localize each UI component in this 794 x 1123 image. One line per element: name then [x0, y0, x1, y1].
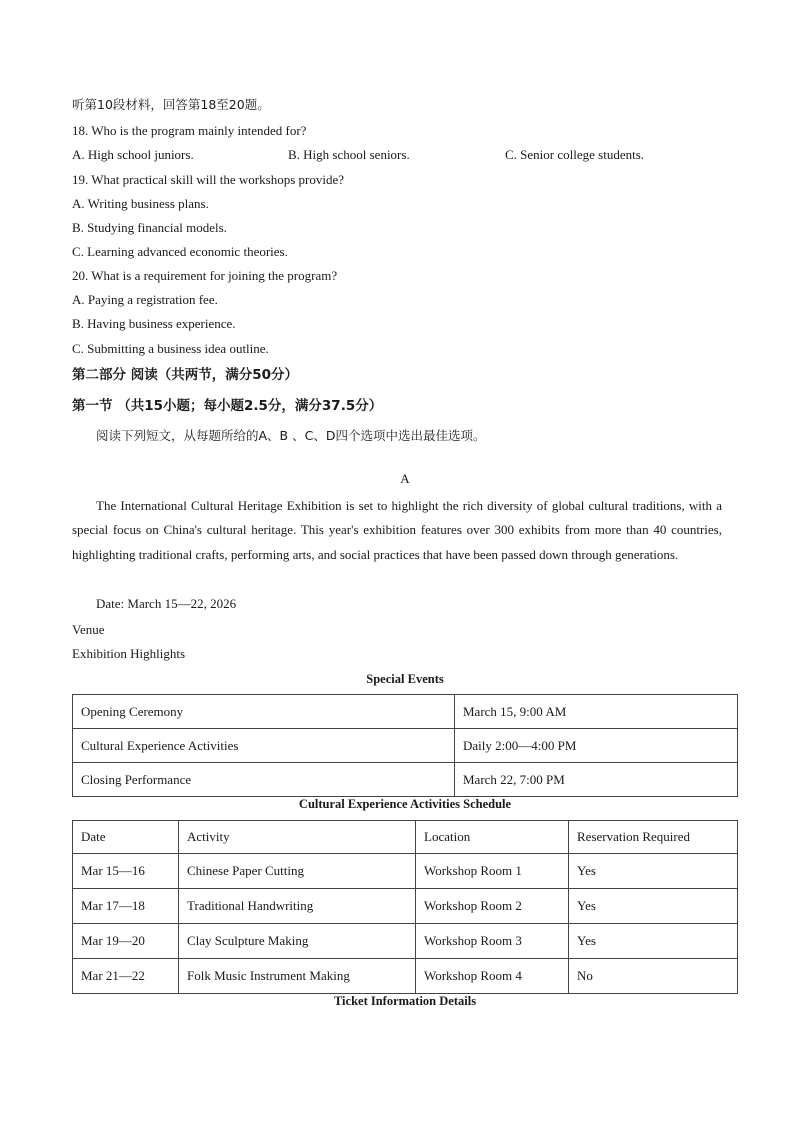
event-time-cell: Daily 2:00—4:00 PM	[455, 729, 738, 763]
location-cell: Workshop Room 4	[416, 959, 569, 994]
question-19-stem: 19. What practical skill will the workshops provide?	[72, 172, 344, 187]
date-cell: Mar 15—16	[73, 854, 179, 889]
event-name-cell: Opening Ceremony	[73, 695, 455, 729]
activity-cell: Folk Music Instrument Making	[179, 959, 416, 994]
question-19-option-a: A. Writing business plans.	[72, 196, 209, 211]
location-cell: Workshop Room 3	[416, 924, 569, 959]
location-cell: Workshop Room 1	[416, 854, 569, 889]
event-name-cell: Closing Performance	[73, 763, 455, 797]
header-date: Date	[73, 821, 179, 854]
highlights-heading: Exhibition Highlights	[72, 646, 186, 661]
question-18-stem: 18. Who is the program mainly intended for?	[72, 123, 307, 138]
header-reservation: Reservation Required	[569, 821, 738, 854]
question-20-option-a: A. Paying a registration fee.	[72, 292, 218, 307]
question-18-option-a: A. High school juniors.	[72, 147, 194, 162]
activity-cell: Chinese Paper Cutting	[179, 854, 416, 889]
ticket-info-caption: Ticket Information Details	[333, 994, 477, 1008]
event-name-cell: Cultural Experience Activities	[73, 729, 455, 763]
table-row	[73, 959, 738, 994]
table-row	[73, 763, 738, 797]
location-cell: Workshop Room 2	[416, 889, 569, 924]
table-row	[73, 695, 738, 729]
question-20-option-c: C. Submitting a business idea outline.	[72, 341, 269, 356]
exhibition-date: Date: March 15—22, 2026	[96, 596, 237, 611]
reservation-cell: Yes	[569, 889, 738, 924]
listening-instruction: 听第10段材料，回答第18至20题。	[72, 97, 270, 112]
schedule-caption: Cultural Experience Activities Schedule	[298, 797, 512, 811]
venue-heading: Venue	[72, 622, 105, 637]
event-time-cell: March 15, 9:00 AM	[455, 695, 738, 729]
question-20-option-b: B. Having business experience.	[72, 316, 236, 331]
passage-label: A	[400, 471, 410, 486]
table-row	[73, 924, 738, 959]
date-cell: Mar 19—20	[73, 924, 179, 959]
activity-cell: Traditional Handwriting	[179, 889, 416, 924]
reservation-cell: Yes	[569, 924, 738, 959]
reservation-cell: Yes	[569, 854, 738, 889]
section-one-title: 第一节 （共15小题；每小题2.5分，满分37.5分）	[72, 398, 383, 414]
table-row	[73, 729, 738, 763]
header-location: Location	[416, 821, 569, 854]
special-events-table	[72, 694, 738, 797]
date-cell: Mar 17—18	[73, 889, 179, 924]
question-18-option-c: C. Senior college students.	[505, 147, 645, 162]
table-header-row	[73, 821, 738, 854]
reading-instruction: 阅读下列短文，从每题所给的A、B 、C、D四个选项中选出最佳选项。	[96, 428, 486, 443]
header-activity: Activity	[179, 821, 416, 854]
question-20-stem: 20. What is a requirement for joining the program?	[72, 268, 338, 283]
special-events-caption: Special Events	[366, 672, 444, 686]
event-time-cell: March 22, 7:00 PM	[455, 763, 738, 797]
part-two-title: 第二部分 阅读（共两节，满分50分）	[72, 367, 298, 383]
question-18-option-b: B. High school seniors.	[288, 147, 410, 162]
question-19-option-b: B. Studying financial models.	[72, 220, 227, 235]
table-row	[73, 854, 738, 889]
question-19-option-c: C. Learning advanced economic theories.	[72, 244, 288, 259]
activity-cell: Clay Sculpture Making	[179, 924, 416, 959]
schedule-table	[72, 820, 738, 994]
reservation-cell: No	[569, 959, 738, 994]
passage-paragraph: The International Cultural Heritage Exhibition is set to highlight the rich diversity of global cultural traditions, with a special focus on China's cultural heritage. This year's exhibition features over 300 exhibits from more than 40 countries, highlighting traditional crafts, performing arts, and social practices that have been passed down through generations.	[72, 498, 722, 562]
table-row	[73, 889, 738, 924]
date-cell: Mar 21—22	[73, 959, 179, 994]
